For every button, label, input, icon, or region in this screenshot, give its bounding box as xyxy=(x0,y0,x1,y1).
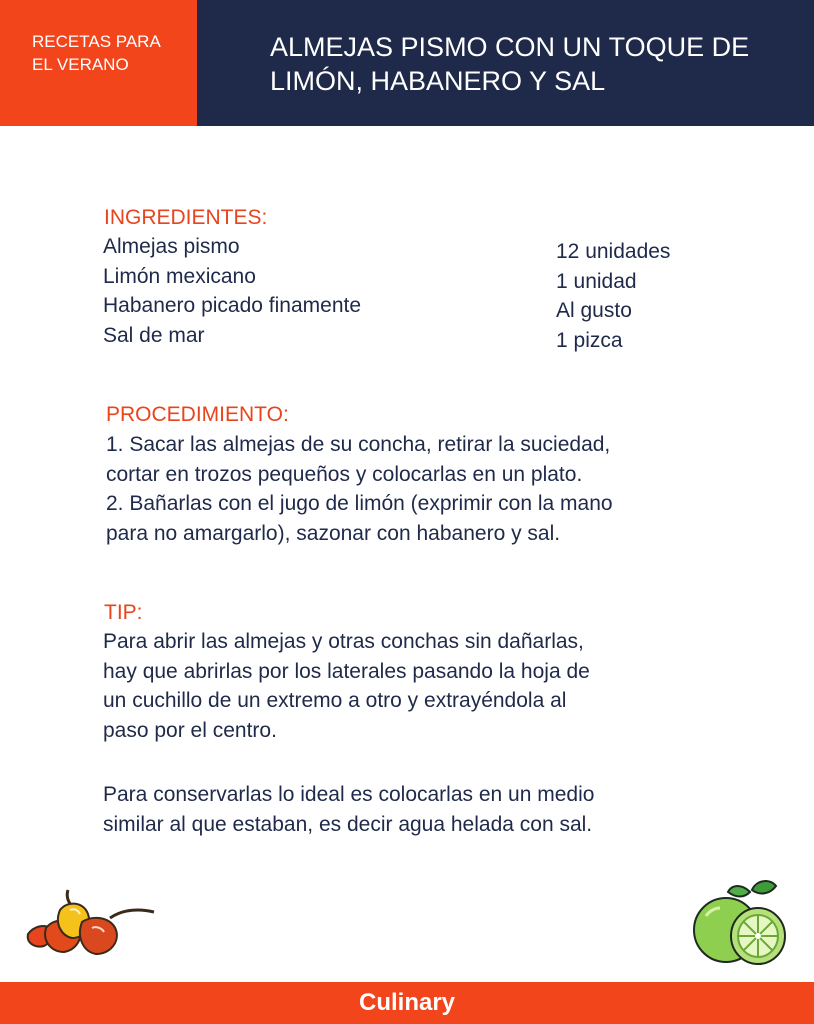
recipe-title: ALMEJAS PISMO CON UN TOQUE DE LIMÓN, HABANERO Y SAL xyxy=(270,32,750,96)
ingredient-list xyxy=(103,232,361,350)
series-banner xyxy=(0,0,197,126)
recipe-header xyxy=(0,0,814,126)
ingredient-name: Almejas pismo xyxy=(103,235,240,258)
ingredient-quantity: Al gusto xyxy=(556,299,632,322)
lime-icon xyxy=(690,880,790,968)
habanero-peppers-icon xyxy=(22,884,162,964)
title-banner xyxy=(197,0,814,126)
series-label: RECETAS PARA EL VERANO xyxy=(32,32,160,74)
tip-line: similar al que estaban, es decir agua helada con sal. xyxy=(103,812,593,836)
tip-paragraph-1 xyxy=(103,627,763,745)
footer-brand: Culinary xyxy=(358,989,456,1016)
ingredients-heading: INGREDIENTES: xyxy=(104,206,268,229)
ingredient-quantity: 1 pizca xyxy=(556,328,623,352)
quantity-list xyxy=(556,237,670,355)
tip-line: un cuchillo de un extremo a otro y extrayéndola al xyxy=(103,689,567,712)
procedure-line: 1. Sacar las almejas de su concha, retirar la suciedad, xyxy=(106,433,611,456)
tip-line: Para conservarlas lo ideal es colocarlas en un medio xyxy=(103,783,595,806)
procedure-steps xyxy=(106,430,766,548)
tip-paragraph-2 xyxy=(103,780,763,839)
ingredient-quantity: 12 unidades xyxy=(556,240,671,263)
ingredient-name: Limón mexicano xyxy=(103,264,256,288)
tip-line: Para abrir las almejas y otras conchas sin dañarlas, xyxy=(103,630,584,653)
procedure-line: para no amargarlo), sazonar con habanero y sal. xyxy=(106,521,561,545)
procedure-line: cortar en trozos pequeños y colocarlas en un plato. xyxy=(106,462,583,486)
procedure-line: 2. Bañarlas con el jugo de limón (exprimir con la mano xyxy=(106,492,613,515)
tip-line: paso por el centro. xyxy=(103,718,277,742)
ingredient-quantity: 1 unidad xyxy=(556,269,637,293)
tip-line: hay que abrirlas por los laterales pasando la hoja de xyxy=(103,659,590,683)
tip-heading: TIP: xyxy=(104,601,143,624)
footer-brand-bar xyxy=(0,982,814,1024)
ingredient-name: Habanero picado finamente xyxy=(103,294,362,317)
ingredient-name: Sal de mar xyxy=(103,323,205,347)
procedure-heading: PROCEDIMIENTO: xyxy=(106,403,289,426)
